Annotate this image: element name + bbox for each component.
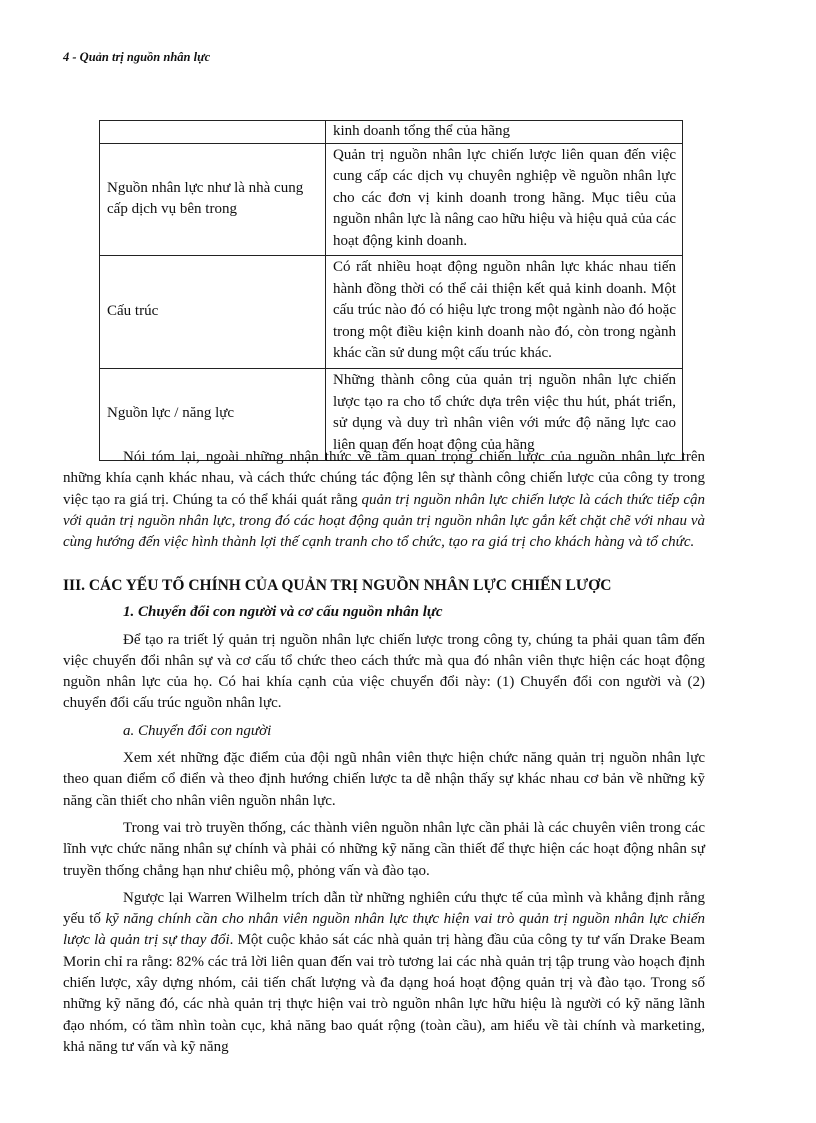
paragraph: Trong vai trò truyền thống, các thành viên nguồn nhân lực cần phải là các chuyên viên trong các lĩnh vực chức năng nhân sự chính và phải có những kỹ năng cần thiết để thực hiện các hoạt động nhân sự truyền thống chẳng hạn như chiêu mộ, phỏng vấn và đào tạo. [63,819,705,879]
section-block [63,575,705,1058]
summary-block [63,447,705,553]
table-cell-label: Nguồn nhân lực như là nhà cung cấp dịch vụ bên trong [100,143,326,256]
table-cell-description: kinh doanh tổng thể của hãng [326,121,683,144]
table-row [100,121,683,144]
paragraph-emphasis: kỹ năng chính cần cho nhân viên nguồn nhân lực thực hiện vai trò quản trị nguồn nhân lực chiến lược là quản trị sự thay đổi [63,911,705,949]
table-cell-description: Có rất nhiều hoạt động nguồn nhân lực khác nhau tiến hành đồng thời có thể cải thiện kết quả kinh doanh. Một cấu trúc nào đó có hiệu lực trong một ngành nào đó hoặc trong một điều kiện kinh doanh nào đó, còn trong ngành khác cần sử dung một cấu trúc khác. [326,256,683,369]
section-heading: III. CÁC YẾU TỐ CHÍNH CỦA QUẢN TRỊ NGUỒN NHÂN LỰC CHIẾN LƯỢC [63,577,612,594]
roles-table [99,120,683,461]
summary-paragraph [63,447,705,553]
subsection-heading: 1. Chuyển đổi con người và cơ cấu nguồn nhân lực [123,604,443,621]
summary-text: Nói tóm lại, ngoài những nhận thức về tầm quan trọng chiến lược của nguồn nhân lực trên những khía cạnh khác nhau, và cách thức chúng tác động lên sự thành công chiến lược của công ty trong việc tạo ra giá trị. Chúng ta có thể khái quát rằng [63,449,705,508]
table-row [100,143,683,256]
table-cell-description: Những thành công của quản trị nguồn nhân lực chiến lược tạo ra cho tổ chức dựa trên việc thu hút, phát triển, sử dụng và duy trì nhân viên với mức độ năng lực cao liên quan đến hoạt động của hãng [326,368,683,460]
table-cell-label: Nguồn lực / năng lực [100,368,326,460]
table-row [100,256,683,369]
paragraph [63,888,705,1058]
paragraph: Xem xét những đặc điểm của đội ngũ nhân viên thực hiện chức năng quản trị nguồn nhân lực theo quan điểm cổ điển và theo định hướng chiến lược ta dễ nhận thấy sự khác nhau cơ bản về những kỹ năng cần thiết cho nhân viên nguồn nhân lực. [63,750,705,809]
table-cell-label [100,121,326,144]
table-cell-label: Cấu trúc [100,256,326,369]
table-cell-description: Quản trị nguồn nhân lực chiến lược liên quan đến việc cung cấp các dịch vụ chuyên nghiệp về nguồn nhân lực cho các đơn vị kinh doanh trong hãng. Mục tiêu của nguồn nhân lực là nâng cao hữu hiệu và hiệu quả của các hoạt động kinh doanh. [326,143,683,256]
paragraph: Để tạo ra triết lý quản trị nguồn nhân lực chiến lược trong công ty, chúng ta phải quan tâm đến việc chuyển đổi nhân sự và cơ cấu tổ chức theo cách thức mà qua đó nhân viên thực hiện các hoạt động nguồn nhân lực của họ. Có hai khía cạnh của việc chuyển đổi này: (1) Chuyển đổi con người và (2) chuyển đổi cấu trúc nguồn nhân lực. [63,631,705,712]
subsection-heading-minor: a. Chuyển đổi con người [123,722,272,739]
summary-definition: quản trị nguồn nhân lực chiến lược là cách thức tiếp cận với quản trị nguồn nhân lực, trong đó các hoạt động quản trị nguồn nhân lực gắn kết chặt chẽ với nhau và cùng hướng đến việc hình thành lợi thế cạnh tranh cho tổ chức, tạo ra giá trị cho khách hàng và tổ chức. [63,491,705,551]
running-header: 4 - Quản trị nguồn nhân lực [63,50,211,64]
paragraph-text: Ngược lại Warren Wilhelm trích dẫn từ những nghiên cứu thực tế của mình và khẳng định rằng yếu tố [63,889,705,928]
paragraph-text: . Một cuộc khảo sát các nhà quản trị hàng đầu của công ty tư vấn Drake Beam Morin chỉ ra rằng: 82% các trả lời liên quan đến vai trò tương lai các nhà quản trị tập trung vào hoạch định chiến lược, xây dựng nhóm, cải tiến chất lượng và đa dạng hoá hoạt động quản trị và đào tạo. Trong số những kỹ năng đó, các nhà quản trị thực hiện vai trò nguồn nhân lực hữu hiệu là người có kỹ năng lãnh đạo nhóm, có tầm nhìn toàn cục, khả năng bao quát rộng (toàn cầu), am hiểu về tài chính và marketing, khả năng tư vấn và kỹ năng [63,932,705,1055]
